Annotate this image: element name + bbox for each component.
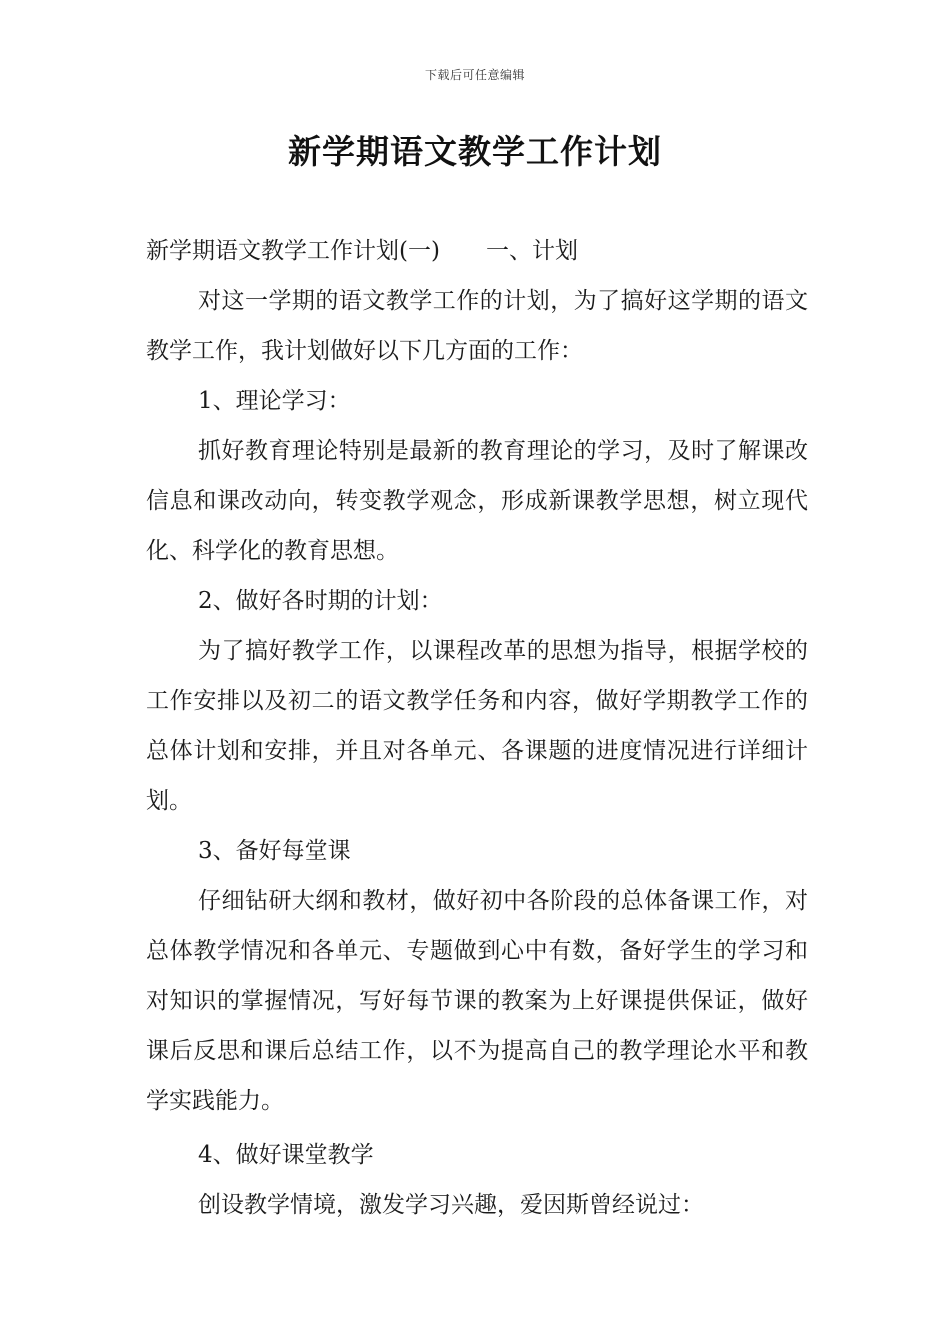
item-heading-2: 2、做好各时期的计划： — [198, 588, 443, 614]
document-title: 新学期语文教学工作计划 — [288, 132, 662, 171]
item-heading-3: 3、备好每堂课 — [198, 838, 351, 864]
section-heading: 新学期语文教学工作计划(一) 一、计划 — [146, 238, 578, 264]
item-heading-4: 4、做好课堂教学 — [198, 1142, 374, 1168]
paragraph-intro: 对这一学期的语文教学工作的计划，为了搞好这学期的语文教学工作，我计划做好以下几方面的工作： — [146, 288, 808, 364]
download-note: 下载后可任意编辑 — [424, 68, 525, 82]
paragraph-planning: 为了搞好教学工作，以课程改革的思想为指导，根据学校的工作安排以及初二的语文教学任务和内容，做好学期教学工作的总体计划和安排，并且对各单元、各课题的进度情况进行详细计划。 — [146, 638, 808, 814]
document-body — [146, 226, 808, 1230]
paragraph-preparation: 仔细钻研大纲和教材，做好初中各阶段的总体备课工作，对总体教学情况和各单元、专题做到心中有数，备好学生的学习和对知识的掌握情况，写好每节课的教案为上好课提供保证，做好课后反思和课后总结工作，以不为提高自己的教学理论水平和教学实践能力。 — [146, 888, 808, 1114]
paragraph-theory: 抓好教育理论特别是最新的教育理论的学习，及时了解课改信息和课改动向，转变教学观念，形成新课教学思想，树立现代化、科学化的教育思想。 — [146, 438, 808, 564]
item-heading-1: 1、理论学习： — [198, 388, 351, 414]
paragraph-classroom: 创设教学情境，激发学习兴趣，爱因斯曾经说过： — [198, 1192, 704, 1218]
